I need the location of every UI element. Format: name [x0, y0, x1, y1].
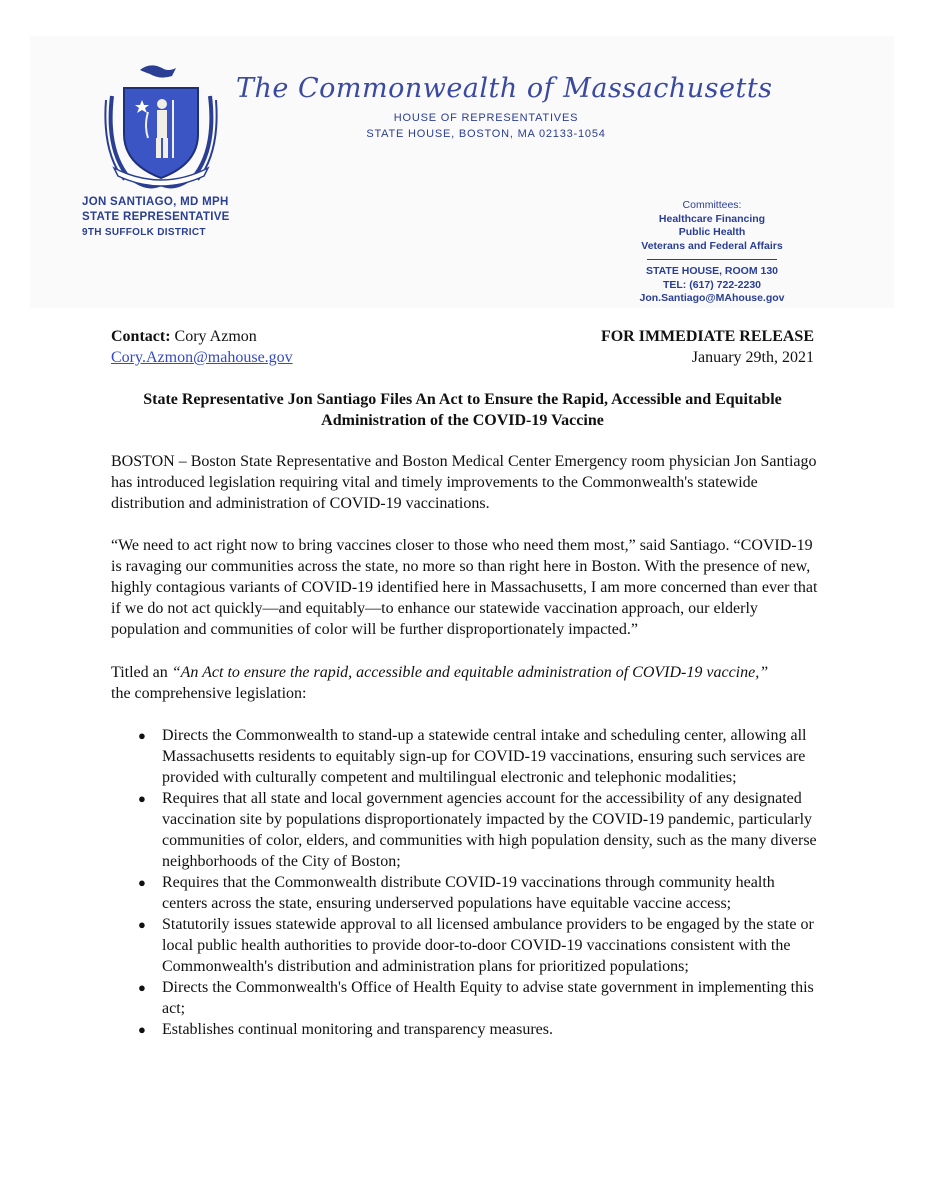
- committees-block: [600, 199, 824, 264]
- bullet-icon: ●: [138, 1022, 146, 1037]
- bullet-text: Statutorily issues statewide approval to all licensed ambulance providers to be engaged by the state or local public health authorities to provide door-to-door COVID-19 vaccinations consistent with the Commonwealth's distribution and administration plans for prioritized populations;: [162, 916, 814, 975]
- legislation-bullet-list: [111, 725, 821, 1040]
- office-room: STATE HOUSE, ROOM 130: [645, 265, 779, 277]
- bullet-text: Directs the Commonwealth to stand-up a statewide central intake and scheduling center, allowing all Massachusetts residents to equitably sign-up for COVID-19 vaccinations, ensuring such services are provided with culturally competent and multilingual electronic and telephonic modalities;: [162, 727, 807, 786]
- contact-row: [111, 326, 814, 368]
- act-title-prefix: Titled an: [111, 664, 172, 681]
- release-date: January 29th, 2021: [691, 349, 814, 366]
- list-item: [111, 1019, 821, 1040]
- bullet-text: Establishes continual monitoring and transparency measures.: [162, 1021, 554, 1038]
- list-item: [111, 914, 821, 977]
- contact-right: [601, 326, 814, 368]
- rep-district: 9TH SUFFOLK DISTRICT: [82, 227, 206, 238]
- paragraph-quote: “We need to act right now to bring vaccines closer to those who need them most,” said Santiago. “COVID-19 is ravaging our communities across the state, no more so than right here in Boston. With the presence of new, highly contagious variants of COVID-19 identified here in Massachusetts, I am more concerned than ever that if we do not act quickly—and equitably—to enhance our statewide vaccination approach, our elderly population and communities of color will be further disproportionately impacted.”: [111, 537, 818, 638]
- committee-item: Healthcare Financing: [658, 212, 766, 225]
- contact-label: Contact:: [111, 328, 171, 345]
- act-title: “An Act to ensure the rapid, accessible and equitable administration of COVID-19 vaccine,”: [171, 664, 769, 681]
- bullet-text: Requires that the Commonwealth distribute COVID-19 vaccinations through community health centers across the state, ensuring underserved populations have equitable vaccine access;: [162, 874, 775, 912]
- contact-email-link[interactable]: Cory.Azmon@mahouse.gov: [111, 349, 293, 366]
- committees-heading: Committees:: [682, 199, 742, 211]
- office-contact-block: [600, 265, 824, 306]
- rep-name: JON SANTIAGO, MD MPH: [82, 196, 229, 208]
- paragraph-act-title: [111, 662, 821, 704]
- bullet-icon: ●: [138, 728, 146, 743]
- bullet-icon: ●: [138, 791, 146, 806]
- paragraph-intro: BOSTON – Boston State Representative and Boston Medical Center Emergency room physician Jon Santiago has introduced legislation requiring vital and timely improvements to the Commonwealth's statewide distribution and administration of COVID-19 vaccinations.: [111, 453, 817, 512]
- office-email: Jon.Santiago@MAhouse.gov: [639, 292, 785, 304]
- office-tel: TEL: (617) 722-2230: [662, 278, 762, 291]
- commonwealth-title: The Commonwealth of Massachusetts: [236, 73, 773, 104]
- rep-title: STATE REPRESENTATIVE: [82, 211, 230, 223]
- headline-line-1: State Representative Jon Santiago Files An Act to Ensure the Rapid, Accessible and Equitable: [143, 391, 782, 408]
- headline-line-2: Administration of the COVID-19 Vaccine: [321, 412, 604, 429]
- committee-item: Veterans and Federal Affairs: [641, 239, 783, 252]
- bullet-icon: ●: [138, 875, 146, 890]
- bullet-icon: ●: [138, 917, 146, 932]
- release-label: FOR IMMEDIATE RELEASE: [600, 328, 814, 345]
- representative-block: [82, 195, 230, 240]
- act-title-suffix: the comprehensive legislation:: [111, 685, 307, 702]
- bullet-text: Directs the Commonwealth's Office of Health Equity to advise state government in implementing this act;: [162, 979, 814, 1017]
- committees-divider: [647, 259, 777, 260]
- bullet-icon: ●: [138, 980, 146, 995]
- list-item: [111, 725, 821, 788]
- list-item: [111, 788, 821, 872]
- list-item: [111, 872, 821, 914]
- contact-name: Cory Azmon: [174, 328, 257, 345]
- committee-item: Public Health: [678, 226, 746, 238]
- state-house-address: STATE HOUSE, BOSTON, MA 02133-1054: [366, 128, 606, 140]
- house-of-representatives: HOUSE OF REPRESENTATIVES: [393, 112, 579, 124]
- bullet-text: Requires that all state and local government agencies account for the accessibility of any designated vaccination site by populations disproportionately impacted by the COVID-19 pandemic, particularly communities of color, elders, and communities with high population density, such as the many diverse neighborhoods of the City of Boston;: [162, 790, 817, 870]
- press-release-headline: [111, 389, 814, 431]
- massachusetts-seal-icon: [96, 60, 226, 190]
- list-item: [111, 977, 821, 1019]
